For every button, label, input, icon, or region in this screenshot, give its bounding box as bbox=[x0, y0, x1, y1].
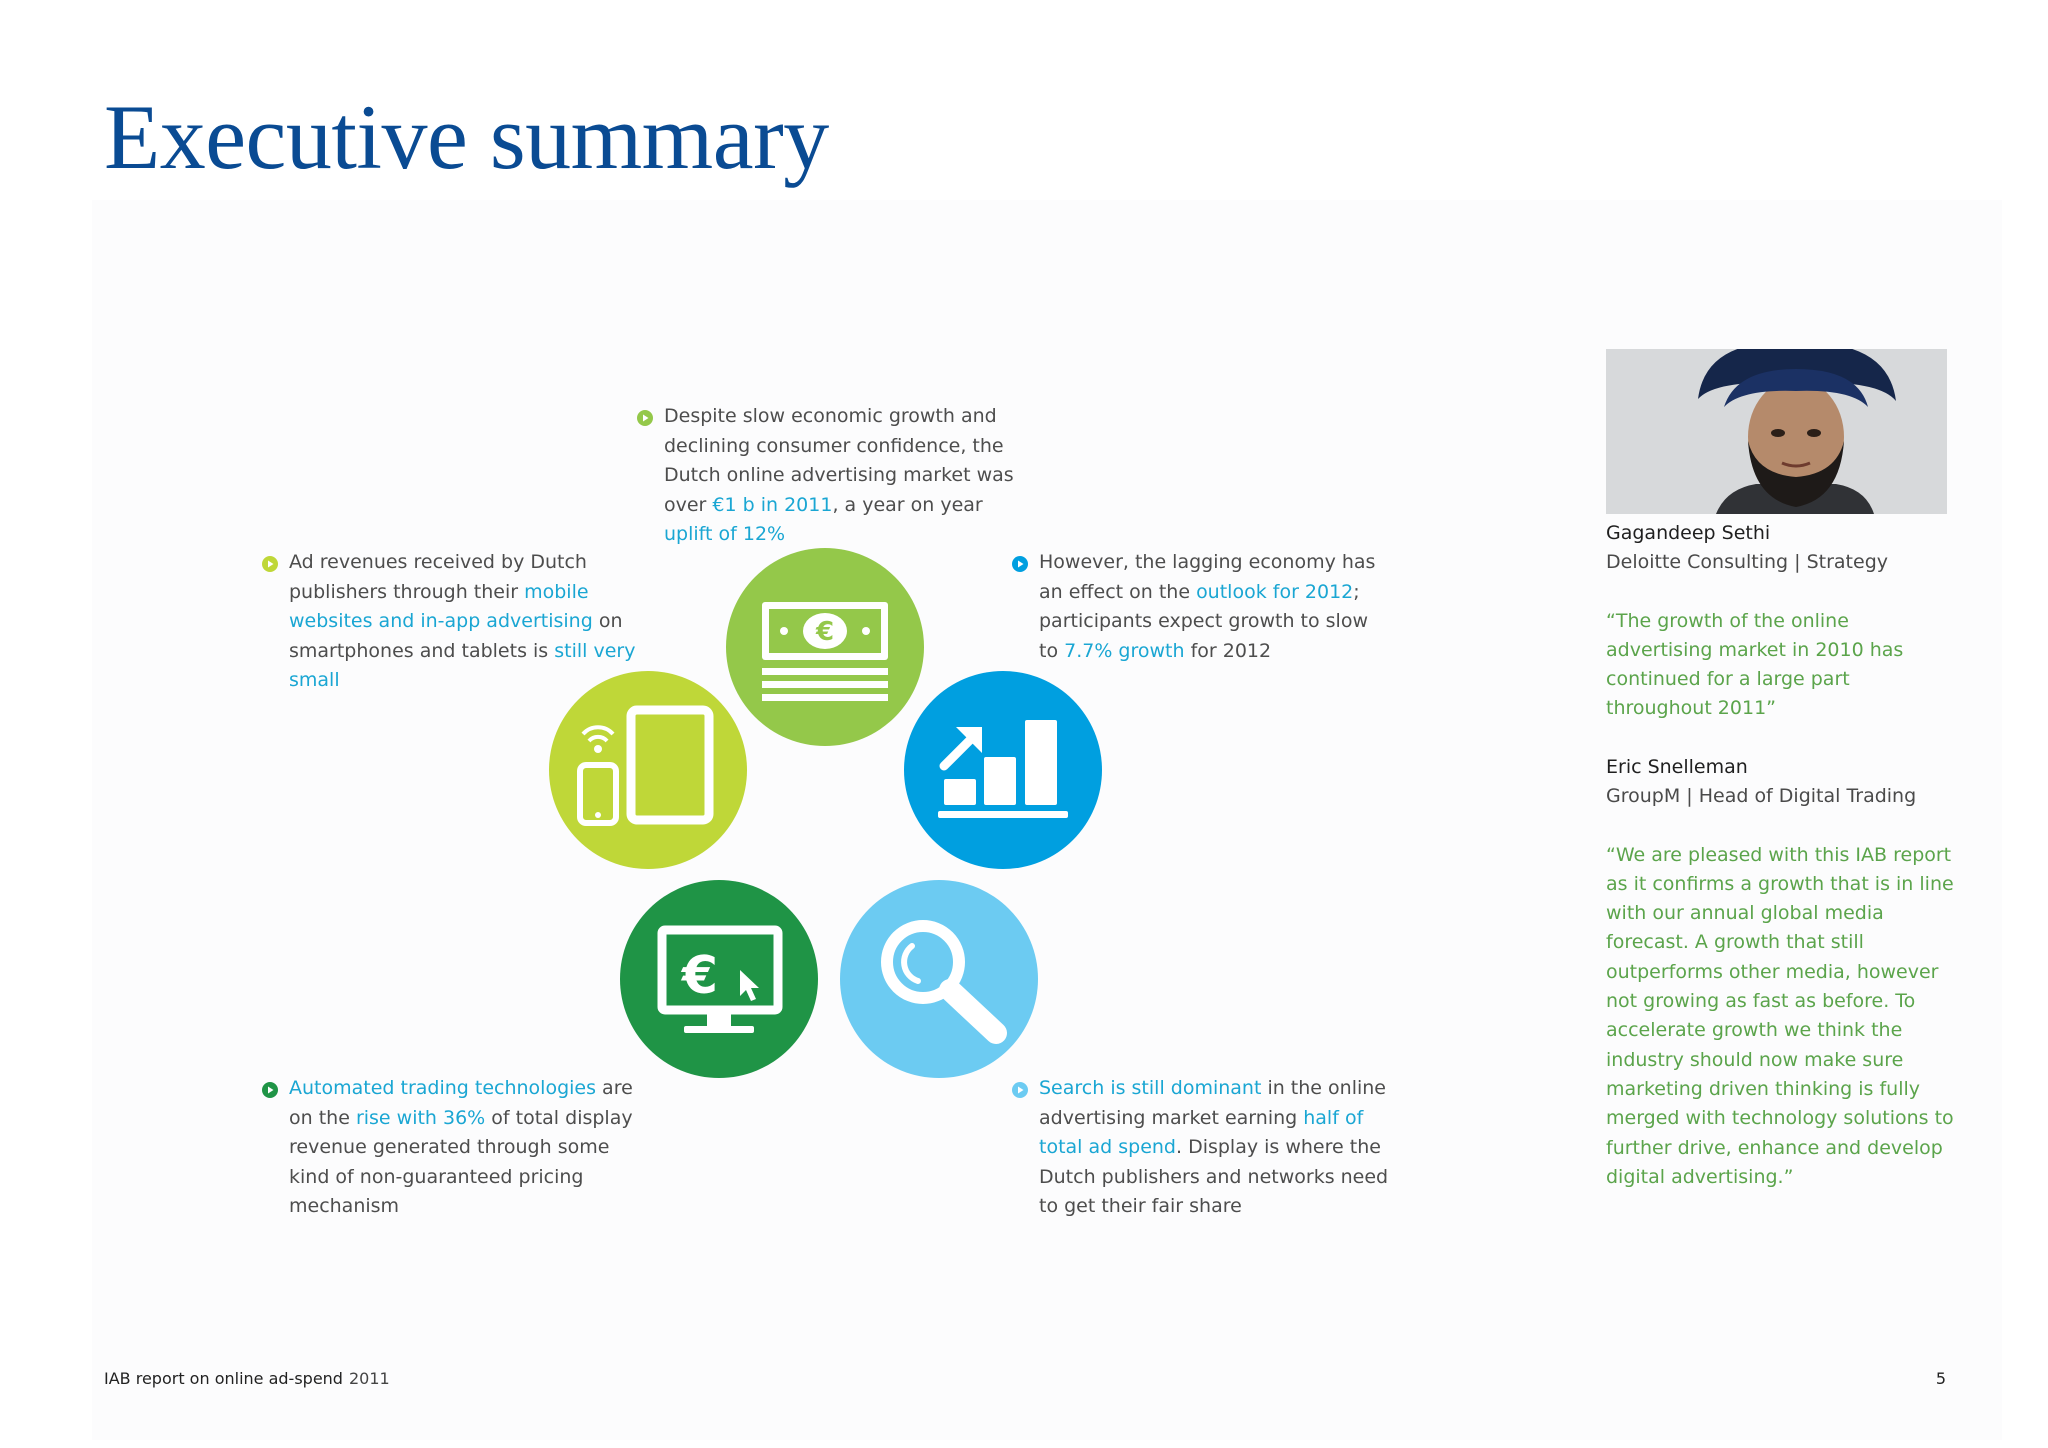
light-blue-play-bullet-icon bbox=[1012, 1082, 1028, 1098]
footer-year: 2011 bbox=[348, 1369, 390, 1388]
footer-report-title: IAB report on online ad-spend bbox=[104, 1369, 343, 1388]
bullet-automated-trading: Automated trading technologies are on the rise with 36% of total display revenue generated through some kind of non-guaranteed pricing mechanism bbox=[289, 1074, 649, 1222]
quote-text: “We are pleased with this IAB report as it confirms a growth that is in line with our annual global media forecast. A growth that still outperforms other media, however not growing as fast as before. To accelerate growth we think the industry should now make sure marketing driven thinking is fully merged with technology solutions to further drive, enhance and develop digital advertising.” bbox=[1606, 843, 1954, 1188]
page-number: 5 bbox=[1935, 1369, 1946, 1388]
bullet-market-size: Despite slow economic growth and declining consumer confidence, the Dutch online advertising market was over €1 b in 2011, a year on year uplift of 12% bbox=[664, 402, 1034, 550]
quote-author-name: Eric Snelleman bbox=[1606, 756, 1748, 778]
mobile-tablet-icon bbox=[549, 671, 747, 869]
green-play-bullet-icon bbox=[637, 410, 653, 426]
dark-green-play-bullet-icon bbox=[262, 1082, 278, 1098]
quote-snelleman bbox=[1606, 753, 1966, 1192]
quote-sethi bbox=[1606, 519, 1966, 724]
quote-author-name: Gagandeep Sethi bbox=[1606, 522, 1771, 544]
lime-play-bullet-icon bbox=[262, 556, 278, 572]
quote-author-role: GroupM | Head of Digital Trading bbox=[1606, 785, 1917, 808]
magnifier-icon bbox=[840, 880, 1038, 1078]
bullet-outlook-2012: However, the lagging economy has an effect on the outlook for 2012; participants expect growth to slow to 7.7% growth for 2012 bbox=[1039, 548, 1384, 666]
portrait-illustration bbox=[1606, 349, 1947, 514]
page-title: Executive summary bbox=[104, 86, 829, 188]
footer bbox=[104, 1369, 390, 1388]
money-stack-icon bbox=[726, 548, 924, 746]
svg-text:€: € bbox=[815, 617, 835, 647]
blue-play-bullet-icon bbox=[1012, 556, 1028, 572]
monitor-euro-cursor-icon bbox=[620, 880, 818, 1078]
bullet-search-dominant: Search is still dominant in the online advertising market earning half of total ad spend. Display is where the Dutch publishers and networks need to get their fair share bbox=[1039, 1074, 1401, 1222]
portrait-photo bbox=[1606, 349, 1947, 514]
quote-author-role: Deloitte Consulting | Strategy bbox=[1606, 551, 1889, 574]
growth-bar-chart-icon bbox=[904, 671, 1102, 869]
svg-text:€: € bbox=[681, 946, 719, 1006]
bullet-mobile-revenue: Ad revenues received by Dutch publishers through their mobile websites and in-app advertising on smartphones and tablets is still very small bbox=[289, 548, 669, 696]
quote-text: “The growth of the online advertising market in 2010 has continued for a large part throughout 2011” bbox=[1606, 609, 1904, 720]
